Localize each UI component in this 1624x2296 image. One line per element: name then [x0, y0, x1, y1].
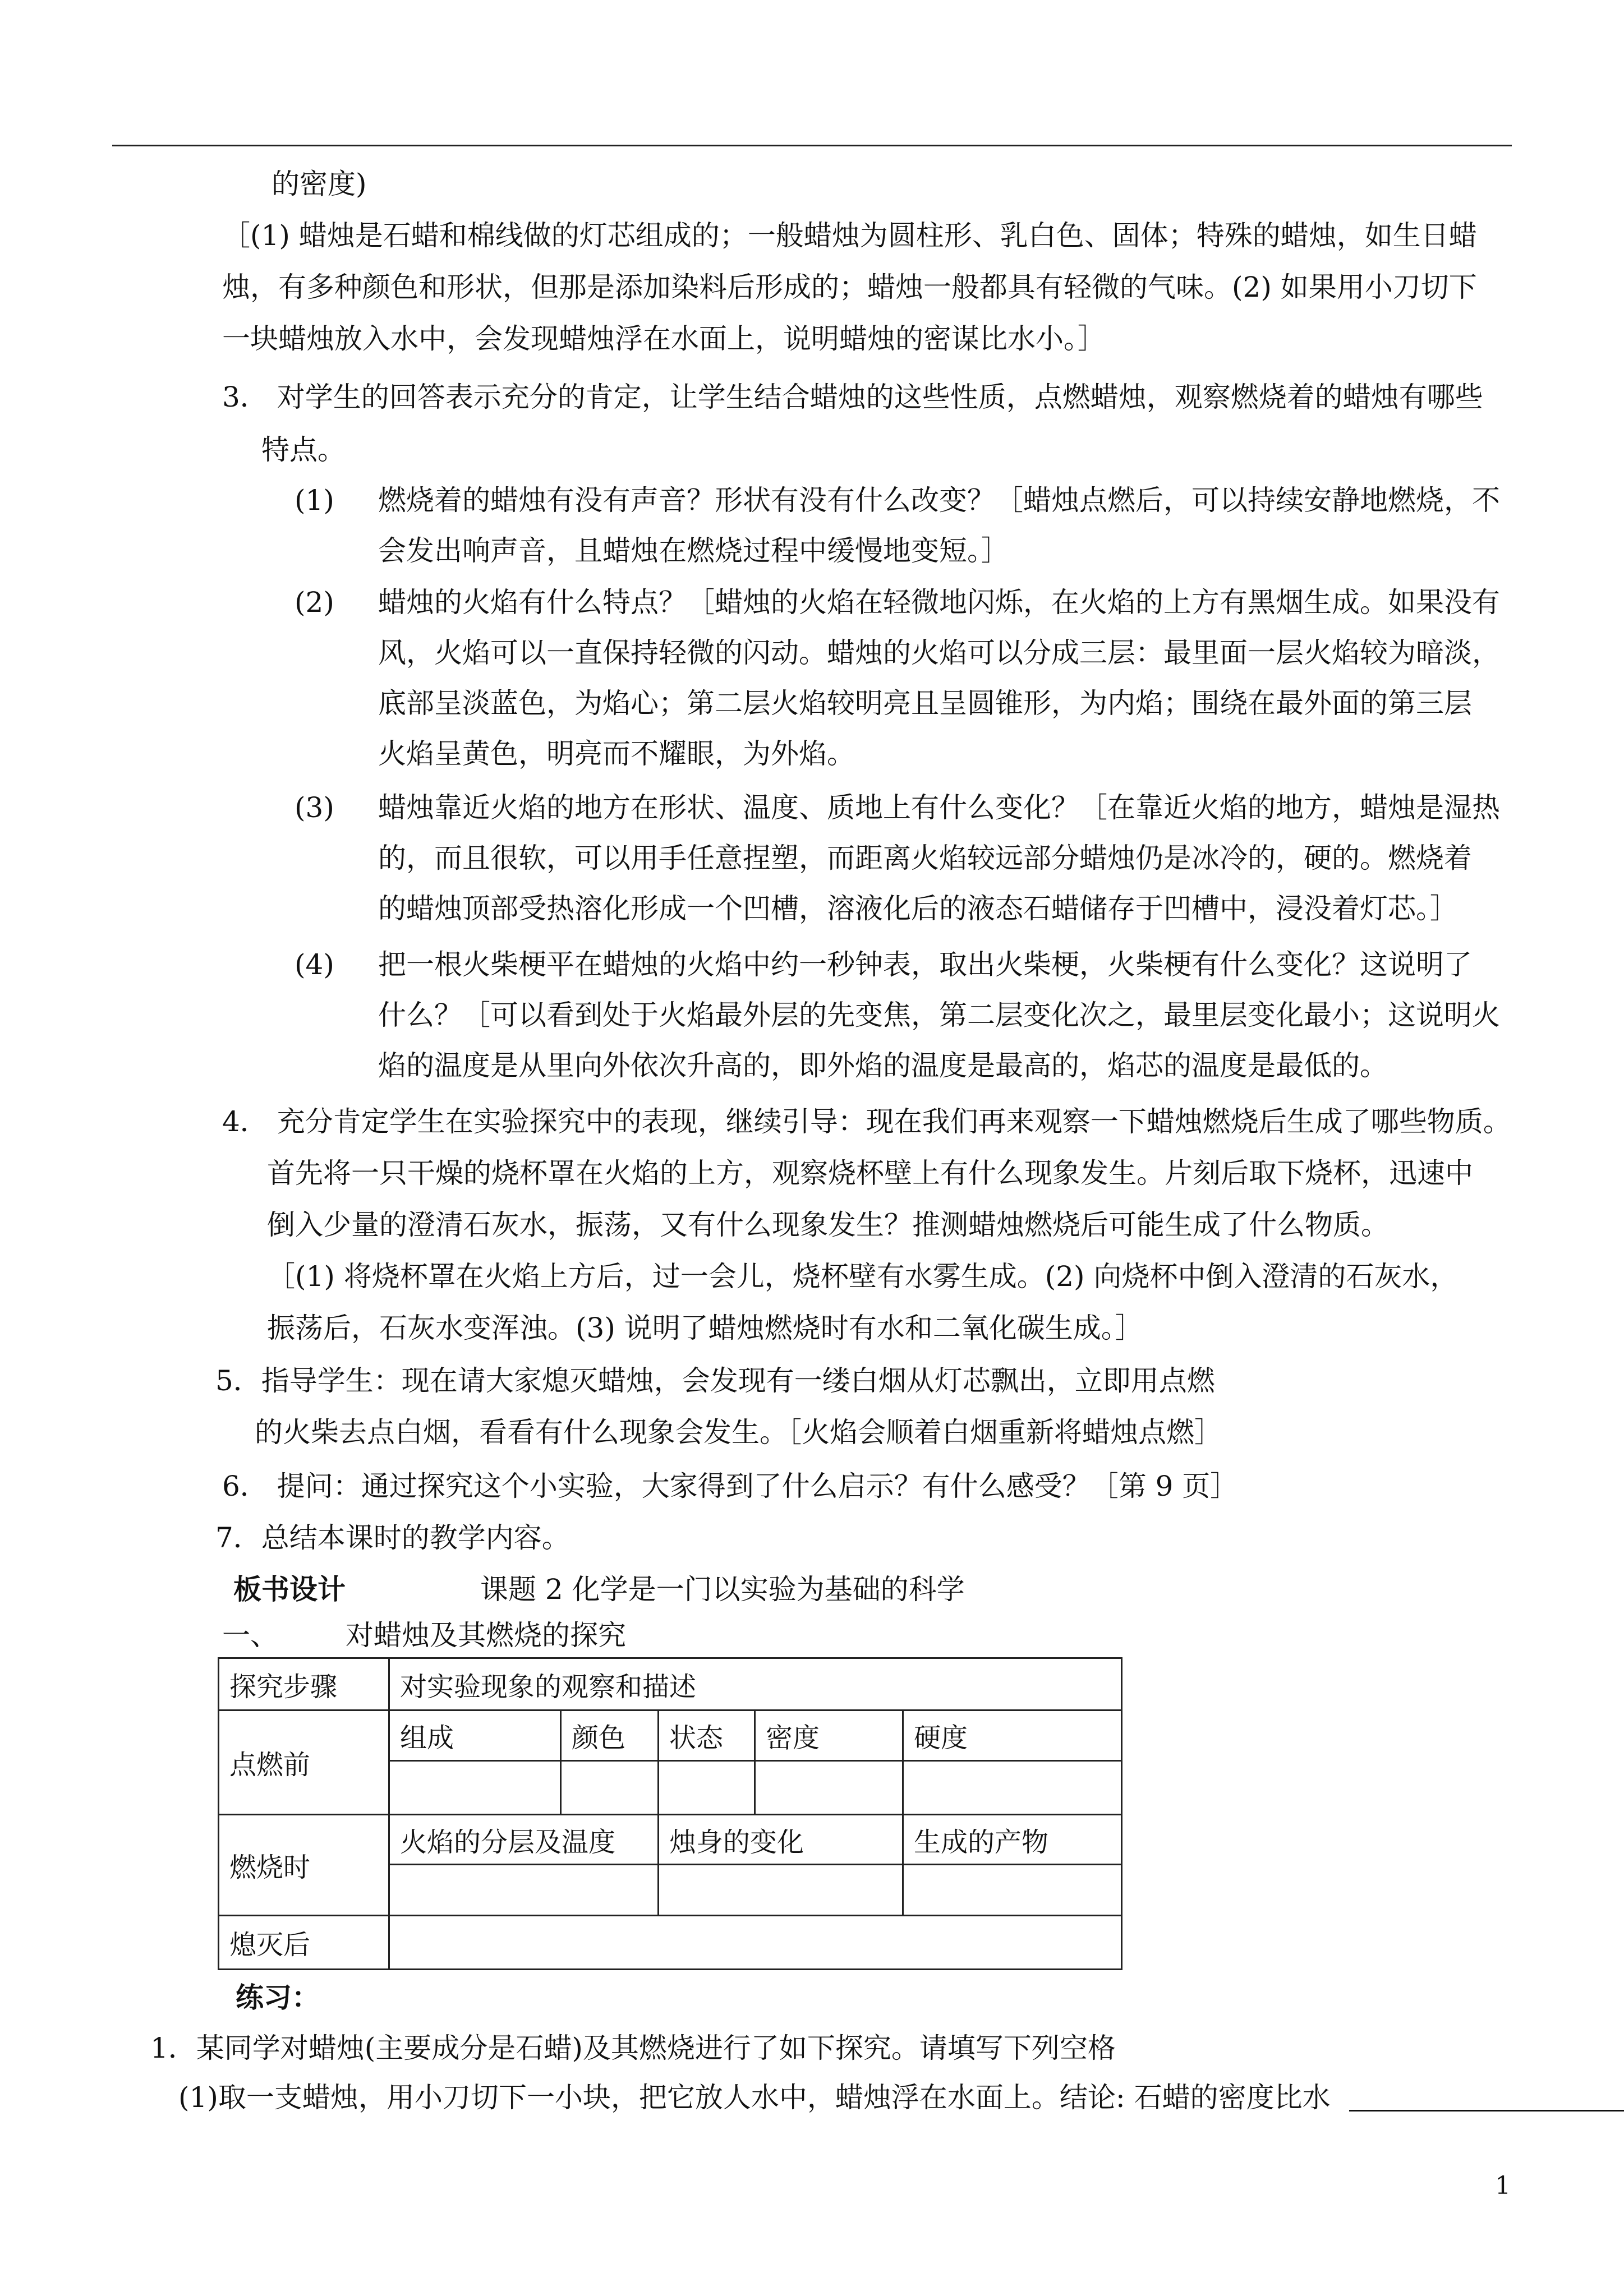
- exercise-question: 1．某同学对蜡烛(主要成分是石蜡)及其燃烧进行了如下探究。请填写下列空格: [150, 2032, 1116, 2064]
- text-line: 4． 充分肯定学生在实验探究中的表现，继续引导：现在我们再来观察一下蜡烛燃烧后生成了哪些物质。: [222, 1105, 1511, 1138]
- sub-number: (1): [295, 484, 334, 517]
- answer-blank[interactable]: [1349, 2110, 1624, 2111]
- text-line: 的蜡烛顶部受热溶化形成一个凹槽，溶液化后的液态石蜡储存于凹槽中，浸没着灯芯。］: [378, 892, 1458, 925]
- text-line: 5．指导学生：现在请大家熄灭蜡烛，会发现有一缕白烟从灯芯飘出，立即用点燃: [215, 1364, 1215, 1397]
- text-line: 的密度): [272, 168, 367, 200]
- text-line: 一块蜡烛放入水中，会发现蜡烛浮在水面上，说明蜡烛的密谋比水小。］: [222, 322, 1106, 355]
- blank-cell: [389, 1761, 561, 1815]
- blank-cell: [903, 1865, 1122, 1916]
- sub-number: (3): [295, 791, 334, 824]
- sub-number: (2): [295, 586, 334, 619]
- sub-number: (4): [295, 948, 334, 981]
- page-number: 1: [1495, 2171, 1511, 2200]
- text-line: 3． 对学生的回答表示充分的肯定，让学生结合蜡烛的这些性质，点燃蜡烛，观察燃烧着的蜡烛有哪些: [222, 381, 1483, 413]
- text-line: 烛，有多种颜色和形状，但那是添加染料后形成的；蜡烛一般都具有轻微的气味。(2) 如果用小刀切下: [222, 271, 1477, 303]
- before-col-density: 密度: [755, 1711, 903, 1761]
- text-line: 首先将一只干燥的烧杯罩在火焰的上方，观察烧杯壁上有什么现象发生。片刻后取下烧杯，迅速中: [267, 1157, 1473, 1190]
- text-line: 蜡烛的火焰有什么特点？［蜡烛的火焰在轻微地闪烁，在火焰的上方有黑烟生成。如果没有: [378, 586, 1500, 619]
- text-line: 倒入少量的澄清石灰水，振荡，又有什么现象发生？推测蜡烛燃烧后可能生成了什么物质。: [267, 1209, 1389, 1241]
- exercise-subquestion: (1)取一支蜡烛，用小刀切下一小块，把它放人水中，蜡烛浮在水面上。结论: 石蜡的密度比水: [178, 2081, 1331, 2114]
- text-line: 燃烧着的蜡烛有没有声音？形状有没有什么改变？［蜡烛点燃后，可以持续安静地燃烧，不: [378, 484, 1500, 517]
- before-col-state: 状态: [659, 1711, 755, 1761]
- text-line: 风，火焰可以一直保持轻微的闪动。蜡烛的火焰可以分成三层：最里面一层火焰较为暗淡，: [378, 637, 1500, 669]
- row-during-label: 燃烧时: [219, 1815, 389, 1916]
- before-col-color: 颜色: [561, 1711, 659, 1761]
- text-line: 振荡后，石灰水变浑浊。(3) 说明了蜡烛燃烧时有水和二氧化碳生成。］: [267, 1312, 1143, 1344]
- text-line: 底部呈淡蓝色，为焰心；第二层火焰较明亮且呈圆锥形，为内焰；围绕在最外面的第三层: [378, 687, 1472, 720]
- section-title: 对蜡烛及其燃烧的探究: [346, 1619, 626, 1652]
- header-rule: [112, 145, 1512, 146]
- text-line: ［(1) 将烧杯罩在火焰上方后，过一会儿，烧杯壁有水雾生成。(2) 向烧杯中倒入澄清的石灰水，: [267, 1260, 1459, 1293]
- text-line: 的火柴去点白烟，看看有什么现象会发生。［火焰会顺着白烟重新将蜡烛点燃］: [255, 1416, 1222, 1449]
- text-line: 的，而且很软，可以用手任意捏塑，而距离火焰较远部分蜡烛仍是冰冷的，硬的。燃烧着: [378, 842, 1472, 874]
- text-line: ［(1) 蜡烛是石蜡和棉线做的灯芯组成的；一般蜡烛为圆柱形、乳白色、固体；特殊的蜡烛，如生日蜡: [222, 219, 1477, 252]
- blank-cell: [389, 1916, 1122, 1970]
- section-number: 一、: [222, 1619, 278, 1652]
- blank-cell: [659, 1761, 755, 1815]
- before-col-composition: 组成: [389, 1711, 561, 1761]
- board-heading: 板书设计: [233, 1573, 346, 1606]
- text-line: 7．总结本课时的教学内容。: [215, 1522, 570, 1554]
- board-title: 课题 2 化学是一门以实验为基础的科学: [480, 1573, 965, 1606]
- blank-cell: [561, 1761, 659, 1815]
- board-design-table: [218, 1657, 1122, 1970]
- during-col-flame: 火焰的分层及温度: [389, 1815, 659, 1865]
- during-col-products: 生成的产物: [903, 1815, 1122, 1865]
- blank-cell: [389, 1865, 659, 1916]
- col-obs-header: 对实验现象的观察和描述: [389, 1658, 1122, 1711]
- before-col-hardness: 硬度: [903, 1711, 1122, 1761]
- text-line: 什么？［可以看到处于火焰最外层的先变焦，第二层变化次之，最里层变化最小；这说明火: [378, 999, 1500, 1031]
- text-line: 把一根火柴梗平在蜡烛的火焰中约一秒钟表，取出火柴梗，火柴梗有什么变化？这说明了: [378, 948, 1472, 981]
- blank-cell: [903, 1761, 1122, 1815]
- during-col-body: 烛身的变化: [659, 1815, 903, 1865]
- text-line: 会发出响声音，且蜡烛在燃烧过程中缓慢地变短。］: [378, 534, 1009, 567]
- text-line: 6． 提问：通过探究这个小实验，大家得到了什么启示？有什么感受？［第 9 页］: [222, 1470, 1239, 1502]
- text-line: 蜡烛靠近火焰的地方在形状、温度、质地上有什么变化？［在靠近火焰的地方，蜡烛是湿热: [378, 791, 1500, 824]
- text-line: 火焰呈黄色，明亮而不耀眼，为外焰。: [378, 737, 855, 770]
- blank-cell: [659, 1865, 903, 1916]
- row-after-label: 熄灭后: [219, 1916, 389, 1970]
- text-line: 焰的温度是从里向外依次升高的，即外焰的温度是最高的，焰芯的温度是最低的。: [378, 1049, 1388, 1082]
- blank-cell: [755, 1761, 903, 1815]
- row-before-label: 点燃前: [219, 1711, 389, 1815]
- col-step-header: 探究步骤: [219, 1658, 389, 1711]
- exercise-heading: 练习：: [236, 1981, 320, 2014]
- text-line: 特点。: [261, 434, 346, 466]
